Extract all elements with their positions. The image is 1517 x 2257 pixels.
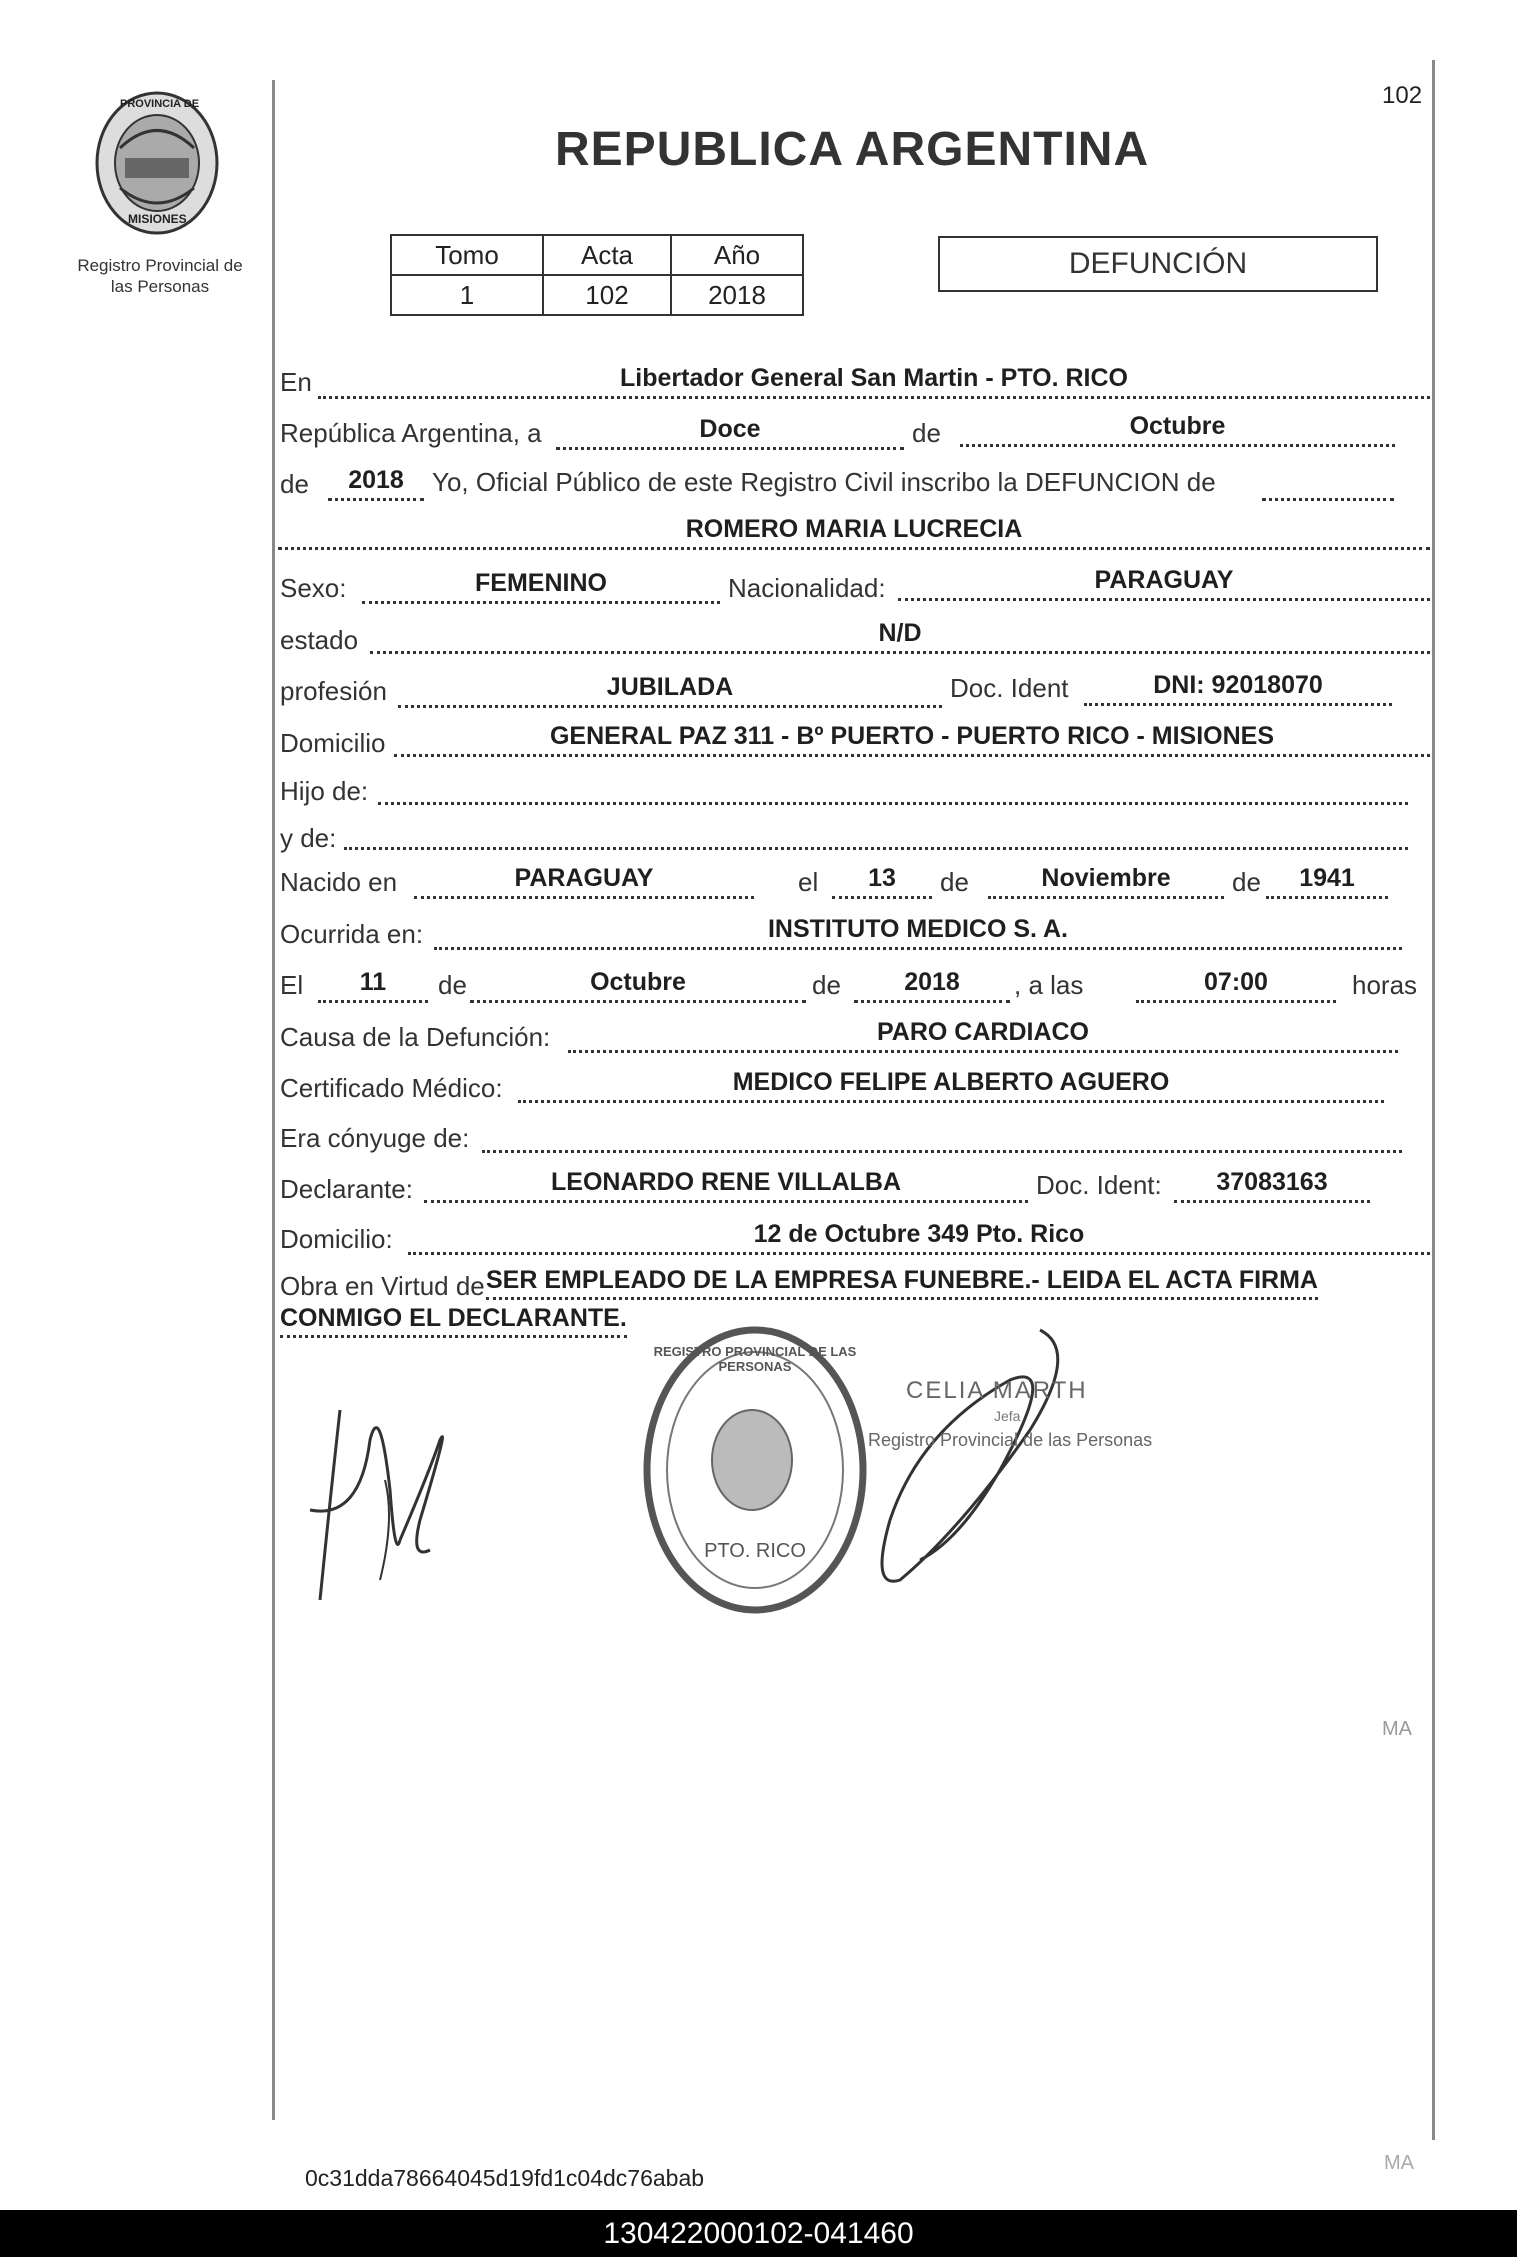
- record-table: [390, 234, 804, 316]
- month-value: Octubre: [960, 410, 1395, 447]
- sexo-value: FEMENINO: [362, 567, 720, 604]
- margin-mark-2: MA: [1384, 2152, 1414, 2174]
- doc-ident-label: Doc. Ident: [950, 673, 1069, 703]
- estado-value: N/D: [370, 617, 1430, 654]
- domicilio-value: GENERAL PAZ 311 - Bº PUERTO - PUERTO RICO - MISIONES: [394, 720, 1430, 757]
- officer-office: Registro Provincial de las Personas: [868, 1430, 1153, 1450]
- page-number: 102: [1382, 82, 1423, 109]
- domicilio-label: Domicilio: [280, 728, 386, 758]
- place-value: Libertador General San Martin - PTO. RICO: [318, 362, 1430, 399]
- declarante-value: LEONARDO RENE VILLALBA: [424, 1166, 1028, 1203]
- death-day-value: 11: [318, 966, 428, 1003]
- deceased-name-value: ROMERO MARIA LUCRECIA: [278, 513, 1430, 550]
- birth-month-value: Noviembre: [988, 862, 1224, 899]
- conyuge-label: Era cónyuge de:: [280, 1123, 470, 1153]
- registry-name-line2: las Personas: [110, 277, 210, 296]
- header-tomo: Tomo: [391, 235, 543, 275]
- officer-role: Jefa: [994, 1408, 1021, 1424]
- nacido-place-value: PARAGUAY: [414, 862, 754, 899]
- el-label: el: [798, 867, 819, 897]
- de-label-5: de: [438, 970, 467, 1000]
- hijo-label: Hijo de:: [280, 776, 369, 806]
- sexo-label: Sexo:: [280, 573, 347, 603]
- officer-signature: [860, 1310, 1080, 1600]
- barcode-bar: [0, 2210, 1517, 2257]
- registry-name-line1: Registro Provincial de: [77, 256, 243, 275]
- nacionalidad-label: Nacionalidad:: [728, 573, 886, 603]
- horas-label: horas: [1352, 970, 1418, 1000]
- left-margin-line: [272, 80, 275, 2120]
- barcode-text: 130422000102-041460: [603, 2217, 914, 2250]
- de-label-1: de: [912, 418, 941, 448]
- domicilio2-label: Domicilio:: [280, 1224, 393, 1254]
- obra-line2: CONMIGO EL DECLARANTE.: [280, 1304, 627, 1338]
- value-tomo: 1: [391, 275, 543, 315]
- record-type: DEFUNCIÓN: [938, 236, 1378, 292]
- death-year-value: 2018: [854, 966, 1010, 1003]
- profesion-value: JUBILADA: [398, 671, 942, 708]
- province-seal: [90, 88, 225, 238]
- official-stamp: [640, 1320, 870, 1620]
- officer-name: CELIA MARTH: [906, 1377, 1088, 1404]
- causa-label: Causa de la Defunción:: [280, 1022, 551, 1052]
- doc-ident-value: DNI: 92018070: [1084, 669, 1392, 706]
- declarant-signature: [300, 1380, 470, 1620]
- day-words-value: Doce: [556, 413, 904, 450]
- yde-label: y de:: [280, 823, 337, 853]
- header-acta: Acta: [543, 235, 671, 275]
- statement-dots: [1262, 496, 1394, 501]
- de-label-6: de: [812, 970, 841, 1000]
- certificado-value: MEDICO FELIPE ALBERTO AGUERO: [518, 1066, 1384, 1103]
- en-label: En: [280, 367, 312, 397]
- stamp-circle-top: REGISTRO PROVINCIAL DE LAS PERSONAS: [653, 1344, 857, 1374]
- seal-bottom-text: MISIONES: [128, 212, 187, 226]
- hijo-dots: [378, 800, 1408, 805]
- death-time-value: 07:00: [1136, 966, 1336, 1003]
- right-margin-line: [1432, 60, 1435, 2140]
- profesion-label: profesión: [280, 676, 387, 706]
- domicilio2-value: 12 de Octubre 349 Pto. Rico: [408, 1218, 1430, 1255]
- registry-name: [55, 255, 265, 297]
- certificado-label: Certificado Médico:: [280, 1073, 503, 1103]
- ocurrida-label: Ocurrida en:: [280, 919, 424, 949]
- ocurrida-value: INSTITUTO MEDICO S. A.: [434, 913, 1402, 950]
- year-value: 2018: [328, 464, 424, 501]
- header-anio: Año: [671, 235, 803, 275]
- value-anio: 2018: [671, 275, 803, 315]
- page-title: REPUBLICA ARGENTINA: [555, 123, 1150, 176]
- yde-dots: [344, 845, 1408, 850]
- birth-year-value: 1941: [1266, 862, 1388, 899]
- de-label-2: de: [280, 469, 309, 499]
- document-hash: 0c31dda78664045d19fd1c04dc76abab: [305, 2165, 705, 2191]
- republica-label: República Argentina, a: [280, 418, 542, 448]
- estado-label: estado: [280, 625, 359, 655]
- value-acta: 102: [543, 275, 671, 315]
- doc-ident2-value: 37083163: [1174, 1166, 1370, 1203]
- birth-day-value: 13: [832, 862, 932, 899]
- de-label-3: de: [940, 867, 969, 897]
- doc-ident2-label: Doc. Ident:: [1036, 1170, 1162, 1200]
- stamp-circle-bottom: PTO. RICO: [704, 1540, 806, 1562]
- death-month-value: Octubre: [470, 966, 806, 1003]
- de-label-4: de: [1232, 867, 1261, 897]
- conyuge-dots: [482, 1148, 1402, 1153]
- obra-label: Obra en Virtud de: [280, 1271, 485, 1301]
- obra-line1: SER EMPLEADO DE LA EMPRESA FUNEBRE.- LEIDA EL ACTA FIRMA: [486, 1266, 1318, 1300]
- declarante-label: Declarante:: [280, 1174, 413, 1204]
- margin-mark-1: MA: [1382, 1718, 1412, 1740]
- alas-label: , a las: [1014, 970, 1084, 1000]
- statement-text: Yo, Oficial Público de este Registro Civil inscribo la DEFUNCION de: [432, 467, 1216, 497]
- causa-value: PARO CARDIACO: [568, 1016, 1398, 1053]
- el-cap-label: El: [280, 970, 304, 1000]
- nacionalidad-value: PARAGUAY: [898, 564, 1430, 601]
- seal-top-text: PROVINCIA DE: [120, 98, 200, 110]
- nacido-label: Nacido en: [280, 867, 398, 897]
